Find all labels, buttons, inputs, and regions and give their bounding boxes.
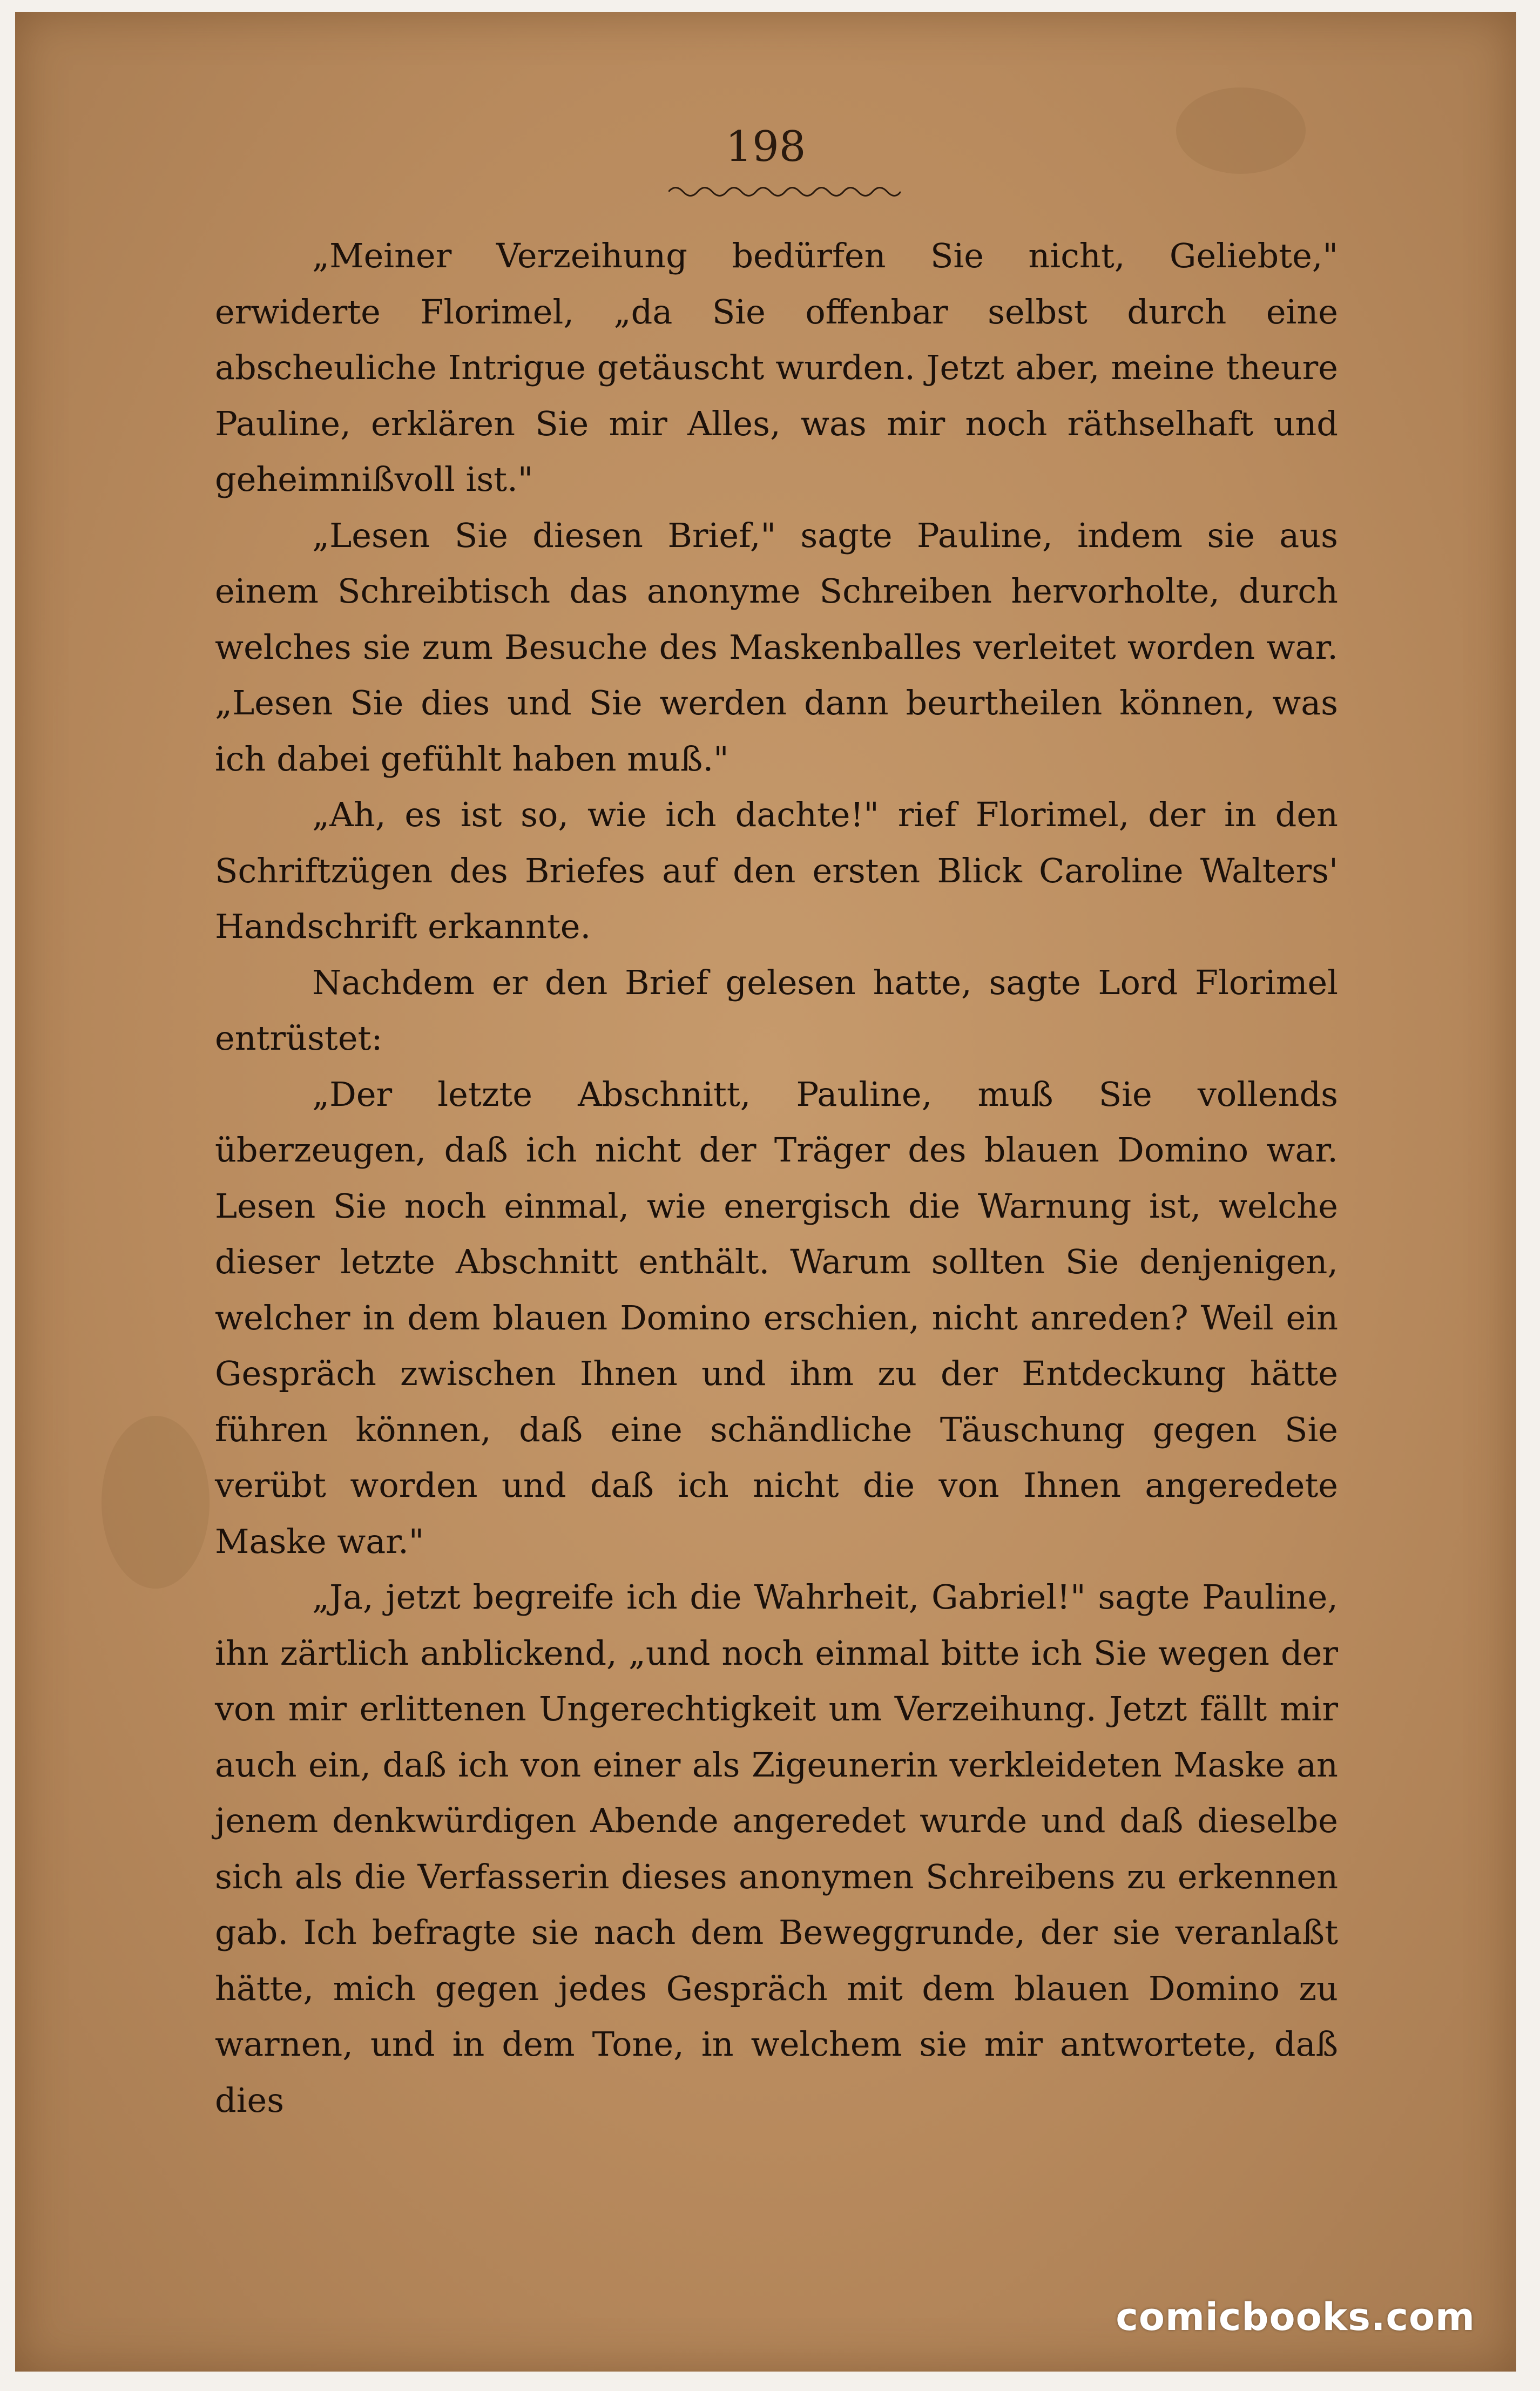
paragraph: „Ja, jetzt begreife ich die Wahrheit, Gabriel!" sagte Pauline, ihn zärtlich anblickend, „und noch einmal bitte ich Sie wegen der von mir erlittenen Ungerechtigkeit um Verzeihung. Jetzt fällt mir auch ein, daß ich von einer als Zigeunerin verkleideten Maske an jenem denkwürdigen Abende angeredet wurde und daß dieselbe sich als die Verfasserin dieses anonymen Schreibens zu erkennen gab. Ich befragte sie nach dem Beweggrunde, der sie veranlaßt hätte, mich gegen jedes Gespräch mit dem blauen Domino zu warnen, und in dem Tone, in welchem sie mir antwortete, daß dies <box>215 1577 1338 2120</box>
wavy-ornament-divider <box>668 184 901 200</box>
paragraph: „Der letzte Abschnitt, Pauline, muß Sie vollends überzeugen, daß ich nicht der Träger des blauen Domino war. Lesen Sie noch einmal, wie energisch die Warnung ist, welche dieser letzte Abschnitt enthält. Warum sollten Sie denjenigen, welcher in dem blauen Domino erschien, nicht anreden? Weil ein Gespräch zwischen Ihnen und ihm zu der Entdeckung hätte führen können, daß eine schändliche Täuschung gegen Sie verübt worden und daß ich nicht die von Ihnen angeredete Maske war." <box>215 1074 1338 1561</box>
paragraph: Nachdem er den Brief gelesen hatte, sagte Lord Florimel entrüstet: <box>215 962 1338 1058</box>
book-page <box>15 12 1516 2372</box>
paper-stain <box>102 1416 210 1589</box>
page-number: 198 <box>725 123 806 171</box>
paragraph: „Lesen Sie diesen Brief," sagte Pauline, indem sie aus einem Schreibtisch das anonyme Schreiben hervorholte, durch welches sie zum Besuche des Maskenballes verleitet worden war. „Lesen Sie dies und Sie werden dann beurtheilen können, was ich dabei gefühlt haben muß." <box>215 515 1338 779</box>
paragraph: „Meiner Verzeihung bedürfen Sie nicht, Geliebte," erwiderte Florimel, „da Sie offenbar selbst durch eine abscheuliche Intrigue getäuscht wurden. Jetzt aber, meine theure Pauline, erklären Sie mir Alles, was mir noch räthselhaft und geheimnißvoll ist." <box>215 236 1338 499</box>
site-watermark: comicbooks.com <box>1116 2295 1475 2339</box>
paragraph: „Ah, es ist so, wie ich dachte!" rief Florimel, der in den Schriftzügen des Briefes auf den ersten Blick Caroline Walters' Handschrift erkannte. <box>215 795 1338 946</box>
body-text <box>215 228 1338 2128</box>
